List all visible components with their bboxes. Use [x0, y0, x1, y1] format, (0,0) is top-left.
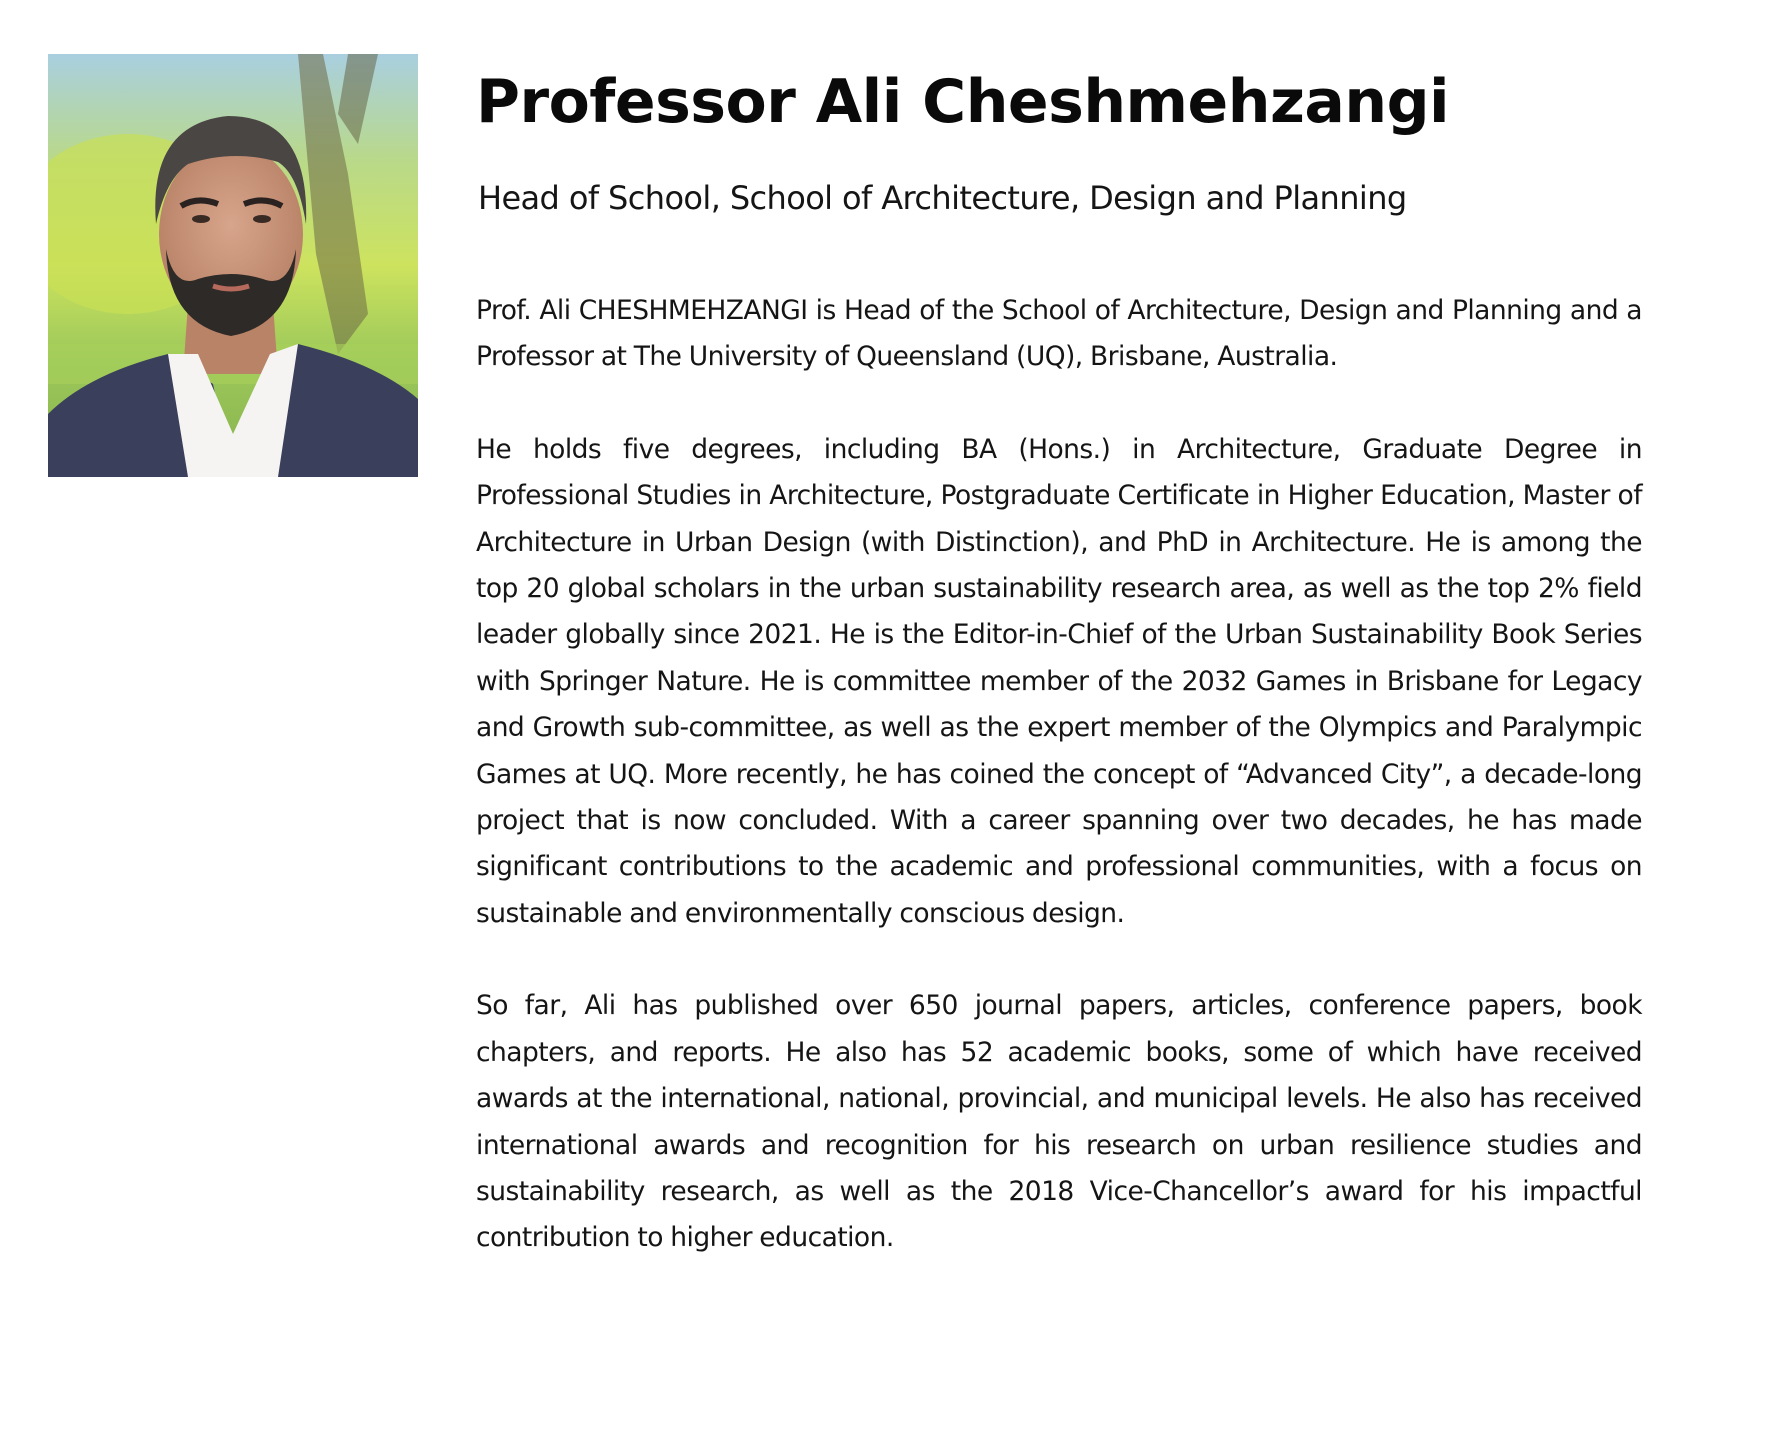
profile-name: Professor Ali Cheshmehzangi: [476, 67, 1450, 137]
profile-bio: [476, 288, 1642, 1308]
person-portrait-icon: [48, 54, 418, 477]
bio-paragraph-intro: Prof. Ali CHESHMEHZANGI is Head of the School of Architecture, Design and Planning and a Professor at The University of Queensland (UQ), Brisbane, Australia.: [476, 295, 1642, 373]
bio-paragraph-degrees: He holds five degrees, including BA (Hons.) in Architecture, Graduate Degree in Professional Studies in Architecture, Postgraduate Certificate in Higher Education, Master of Architecture in Urban Design (with Distinction), and PhD in Architecture. He is among the top 20 global scholars in the urban sustainability research area, as well as the top 2% field leader globally since 2021. He is the Editor-in-Chief of the Urban Sustainability Book Series with Springer Nature. He is committee member of the 2032 Games in Brisbane for Legacy and Growth sub-committee, as well as the expert member of the Olympics and Paralympic Games at UQ. More recently, he has coined the concept of “Advanced City”, a decade-long project that is now concluded. With a career spanning over two decades, he has made significant contributions to the academic and professional communities, with a focus on sustainable and environmentally conscious design.: [476, 433, 1642, 929]
profile-position: Head of School, School of Architecture, Design and Planning: [478, 179, 1407, 217]
profile-photo: [48, 54, 418, 477]
bio-paragraph-publications: So far, Ali has published over 650 journal papers, articles, conference papers, book chapters, and reports. He also has 52 academic books, some of which have received awards at the international, national, provincial, and municipal levels. He also has received international awards and recognition for his research on urban resilience studies and sustainability research, as well as the 2018 Vice-Chancellor’s award for his impactful contribution to higher education.: [476, 990, 1642, 1254]
